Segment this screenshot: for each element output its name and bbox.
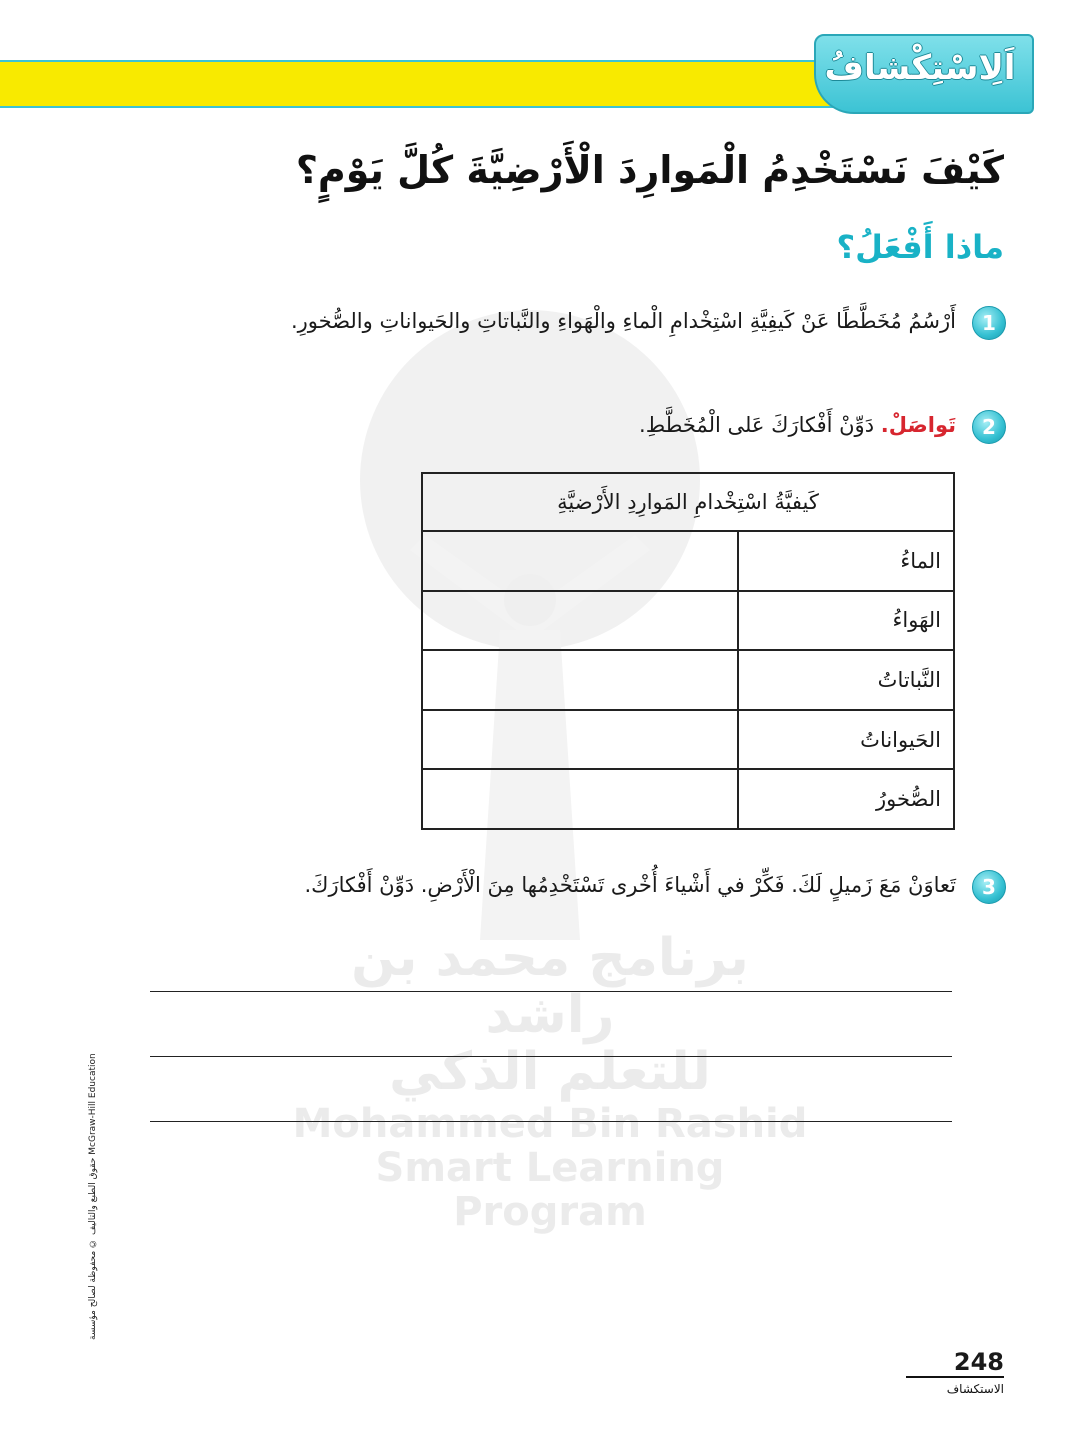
resources-organizer-table [421,472,955,830]
watermark-line-4: Smart Learning Program [375,1144,725,1235]
organizer-header: كَيفيَّةُ اسْتِخْدامِ المَوارِدِ الأَرْضيَّةِ [422,473,954,531]
table-row [422,531,954,591]
step-2-highlight: تَواصَلْ. [880,413,956,437]
step-2-body: دَوِّنْ أَفْكارَكَ عَلى الْمُخَطَّطِ. [639,413,875,437]
watermark-line-2: للتعلم الذكي [389,1042,711,1103]
step-2-badge: 2 [972,410,1006,444]
step-3-badge: 3 [972,870,1006,904]
watermark-line-3: Mohammed Bin Rashid [292,1100,808,1147]
answer-line-1[interactable] [150,991,952,992]
page-number: 248 [906,1348,1004,1378]
row-label-rocks: الصُّخورُ [738,769,954,829]
row-label-plants: النَّباتاتُ [738,650,954,710]
activity-subtitle: ماذا أَفْعَلُ؟ [836,228,1004,266]
answer-cell-rocks[interactable] [422,769,738,829]
watermark-line-1: برنامج محمد بن راشد [351,928,749,1046]
page-title: كَيْفَ نَسْتَخْدِمُ الْمَوارِدَ الْأَرْضِيَّةَ كُلَّ يَوْمٍ؟ [295,148,1004,192]
answer-cell-water[interactable] [422,531,738,591]
row-label-animals: الحَيواناتُ [738,710,954,770]
table-row [422,710,954,770]
row-label-water: الماءُ [738,531,954,591]
page-section-label: الاستكشاف [946,1382,1004,1396]
answer-line-2[interactable] [150,1056,952,1057]
step-1-badge: 1 [972,306,1006,340]
step-3-text: تَعاوَنْ مَعَ زَميلٍ لَكَ. فَكِّرْ في أَشْياءَ أُخْرى تَسْتَخْدِمُها مِنَ الْأَرْضِ. دَوِّنْ أَفْكارَكَ. [304,873,956,897]
section-title: اَلِاسْتِكْشافُ [824,48,1016,88]
answer-line-3[interactable] [150,1121,952,1122]
row-label-air: الهَواءُ [738,591,954,651]
table-row [422,650,954,710]
step-2-text [216,404,956,446]
table-row [422,769,954,829]
answer-cell-plants[interactable] [422,650,738,710]
answer-cell-air[interactable] [422,591,738,651]
copyright-credit: حقوق الطبع والتأليف © محفوظة لصالح مؤسسة McGraw-Hill Education [88,1053,98,1340]
answer-cell-animals[interactable] [422,710,738,770]
table-row [422,591,954,651]
step-1-text: أَرْسُمُ مُخَطَّطًا عَنْ كَيفِيَّةِ اسْتِخْدامِ الْماءِ والْهَواءِ والنَّباتاتِ والحَيواناتِ والصُّخورِ. [290,309,956,333]
